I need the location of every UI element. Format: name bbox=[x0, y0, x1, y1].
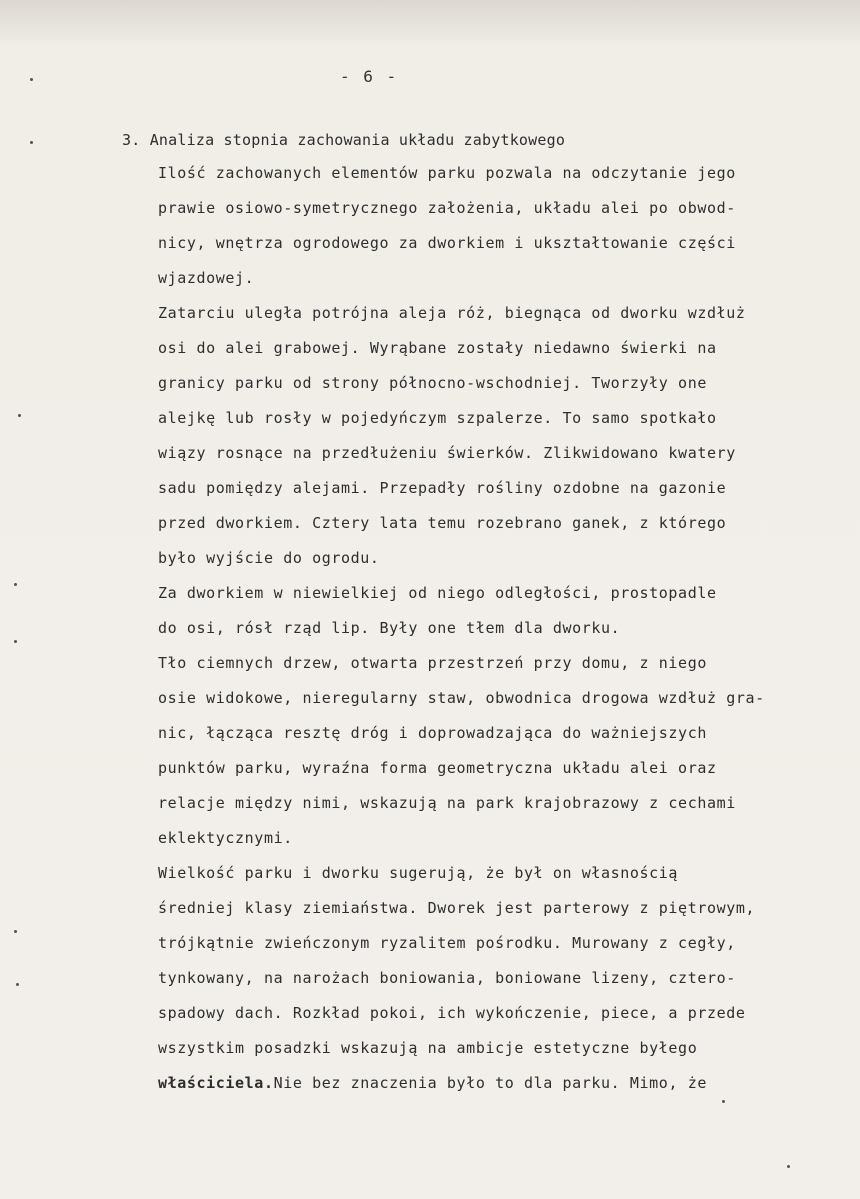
text-line: przed dworkiem. Cztery lata temu rozebrano ganek, z którego bbox=[158, 514, 727, 532]
text-line: Tło ciemnych drzew, otwarta przestrzeń przy domu, z niego bbox=[158, 654, 707, 672]
text-line: Zatarciu uległa potrójna aleja róż, biegnąca od dworku wzdłuż bbox=[158, 304, 746, 322]
text-line: prawie osiowo-symetrycznego założenia, układu alei po obwod- bbox=[158, 199, 736, 217]
text-line: wszystkim posadzki wskazują na ambicje estetyczne byłego bbox=[158, 1039, 698, 1057]
text-line: relacje między nimi, wskazują na park krajobrazowy z cechami bbox=[158, 794, 736, 812]
text-line: spadowy dach. Rozkład pokoi, ich wykończenie, piece, a przede bbox=[158, 1004, 746, 1022]
text-line: do osi, rósł rząd lip. Były one tłem dla dworku. bbox=[158, 619, 621, 637]
text-line: eklektycznymi. bbox=[158, 829, 293, 847]
text-line: alejkę lub rosły w pojedyńczym szpalerze. To samo spotkało bbox=[158, 409, 717, 427]
scan-top-edge bbox=[0, 0, 860, 48]
text-line: Wielkość parku i dworku sugerują, że był on własnością bbox=[158, 864, 679, 882]
page-number: - 6 - bbox=[340, 67, 399, 86]
section-heading: 3. Analiza stopnia zachowania układu zabytkowego bbox=[122, 131, 566, 149]
text-line: było wyjście do ogrodu. bbox=[158, 549, 380, 567]
text-line: sadu pomiędzy alejami. Przepadły rośliny ozdobne na gazonie bbox=[158, 479, 727, 497]
text-line: Za dworkiem w niewielkiej od niego odległości, prostopadle bbox=[158, 584, 717, 602]
scan-speck bbox=[14, 640, 17, 643]
text-line: średniej klasy ziemiaństwa. Dworek jest parterowy z piętrowym, bbox=[158, 899, 756, 917]
scan-speck bbox=[18, 414, 21, 417]
text-line: osie widokowe, nieregularny staw, obwodnica drogowa wzdłuż gra- bbox=[158, 689, 765, 707]
scan-speck bbox=[14, 930, 17, 933]
text-line: nic, łącząca resztę dróg i doprowadzająca do ważniejszych bbox=[158, 724, 707, 742]
scan-speck bbox=[16, 983, 19, 986]
text-line: wjazdowej. bbox=[158, 269, 255, 287]
text-line: wiązy rosnące na przedłużeniu świerków. Zlikwidowano kwatery bbox=[158, 444, 736, 462]
text-line: tynkowany, na narożach boniowania, boniowane lizeny, cztero- bbox=[158, 969, 736, 987]
scan-speck bbox=[722, 1100, 725, 1103]
scan-speck bbox=[787, 1165, 790, 1168]
scan-speck bbox=[30, 78, 33, 81]
text-line: nicy, wnętrza ogrodowego za dworkiem i ukształtowanie części bbox=[158, 234, 736, 252]
text-line: osi do alei grabowej. Wyrąbane zostały niedawno świerki na bbox=[158, 339, 717, 357]
bold-word: właściciela. bbox=[158, 1074, 274, 1092]
scan-speck bbox=[14, 583, 17, 586]
text-line: granicy parku od strony północno-wschodniej. Tworzyły one bbox=[158, 374, 707, 392]
scan-speck bbox=[30, 141, 33, 144]
text-line bbox=[158, 1074, 707, 1092]
text-line: Ilość zachowanych elementów parku pozwala na odczytanie jego bbox=[158, 164, 736, 182]
text-line: trójkątnie zwieńczonym ryzalitem pośrodku. Murowany z cegły, bbox=[158, 934, 736, 952]
text-line: punktów parku, wyraźna forma geometryczna układu alei oraz bbox=[158, 759, 717, 777]
text-line-rest: Nie bez znaczenia było to dla parku. Mimo, że bbox=[273, 1074, 707, 1092]
